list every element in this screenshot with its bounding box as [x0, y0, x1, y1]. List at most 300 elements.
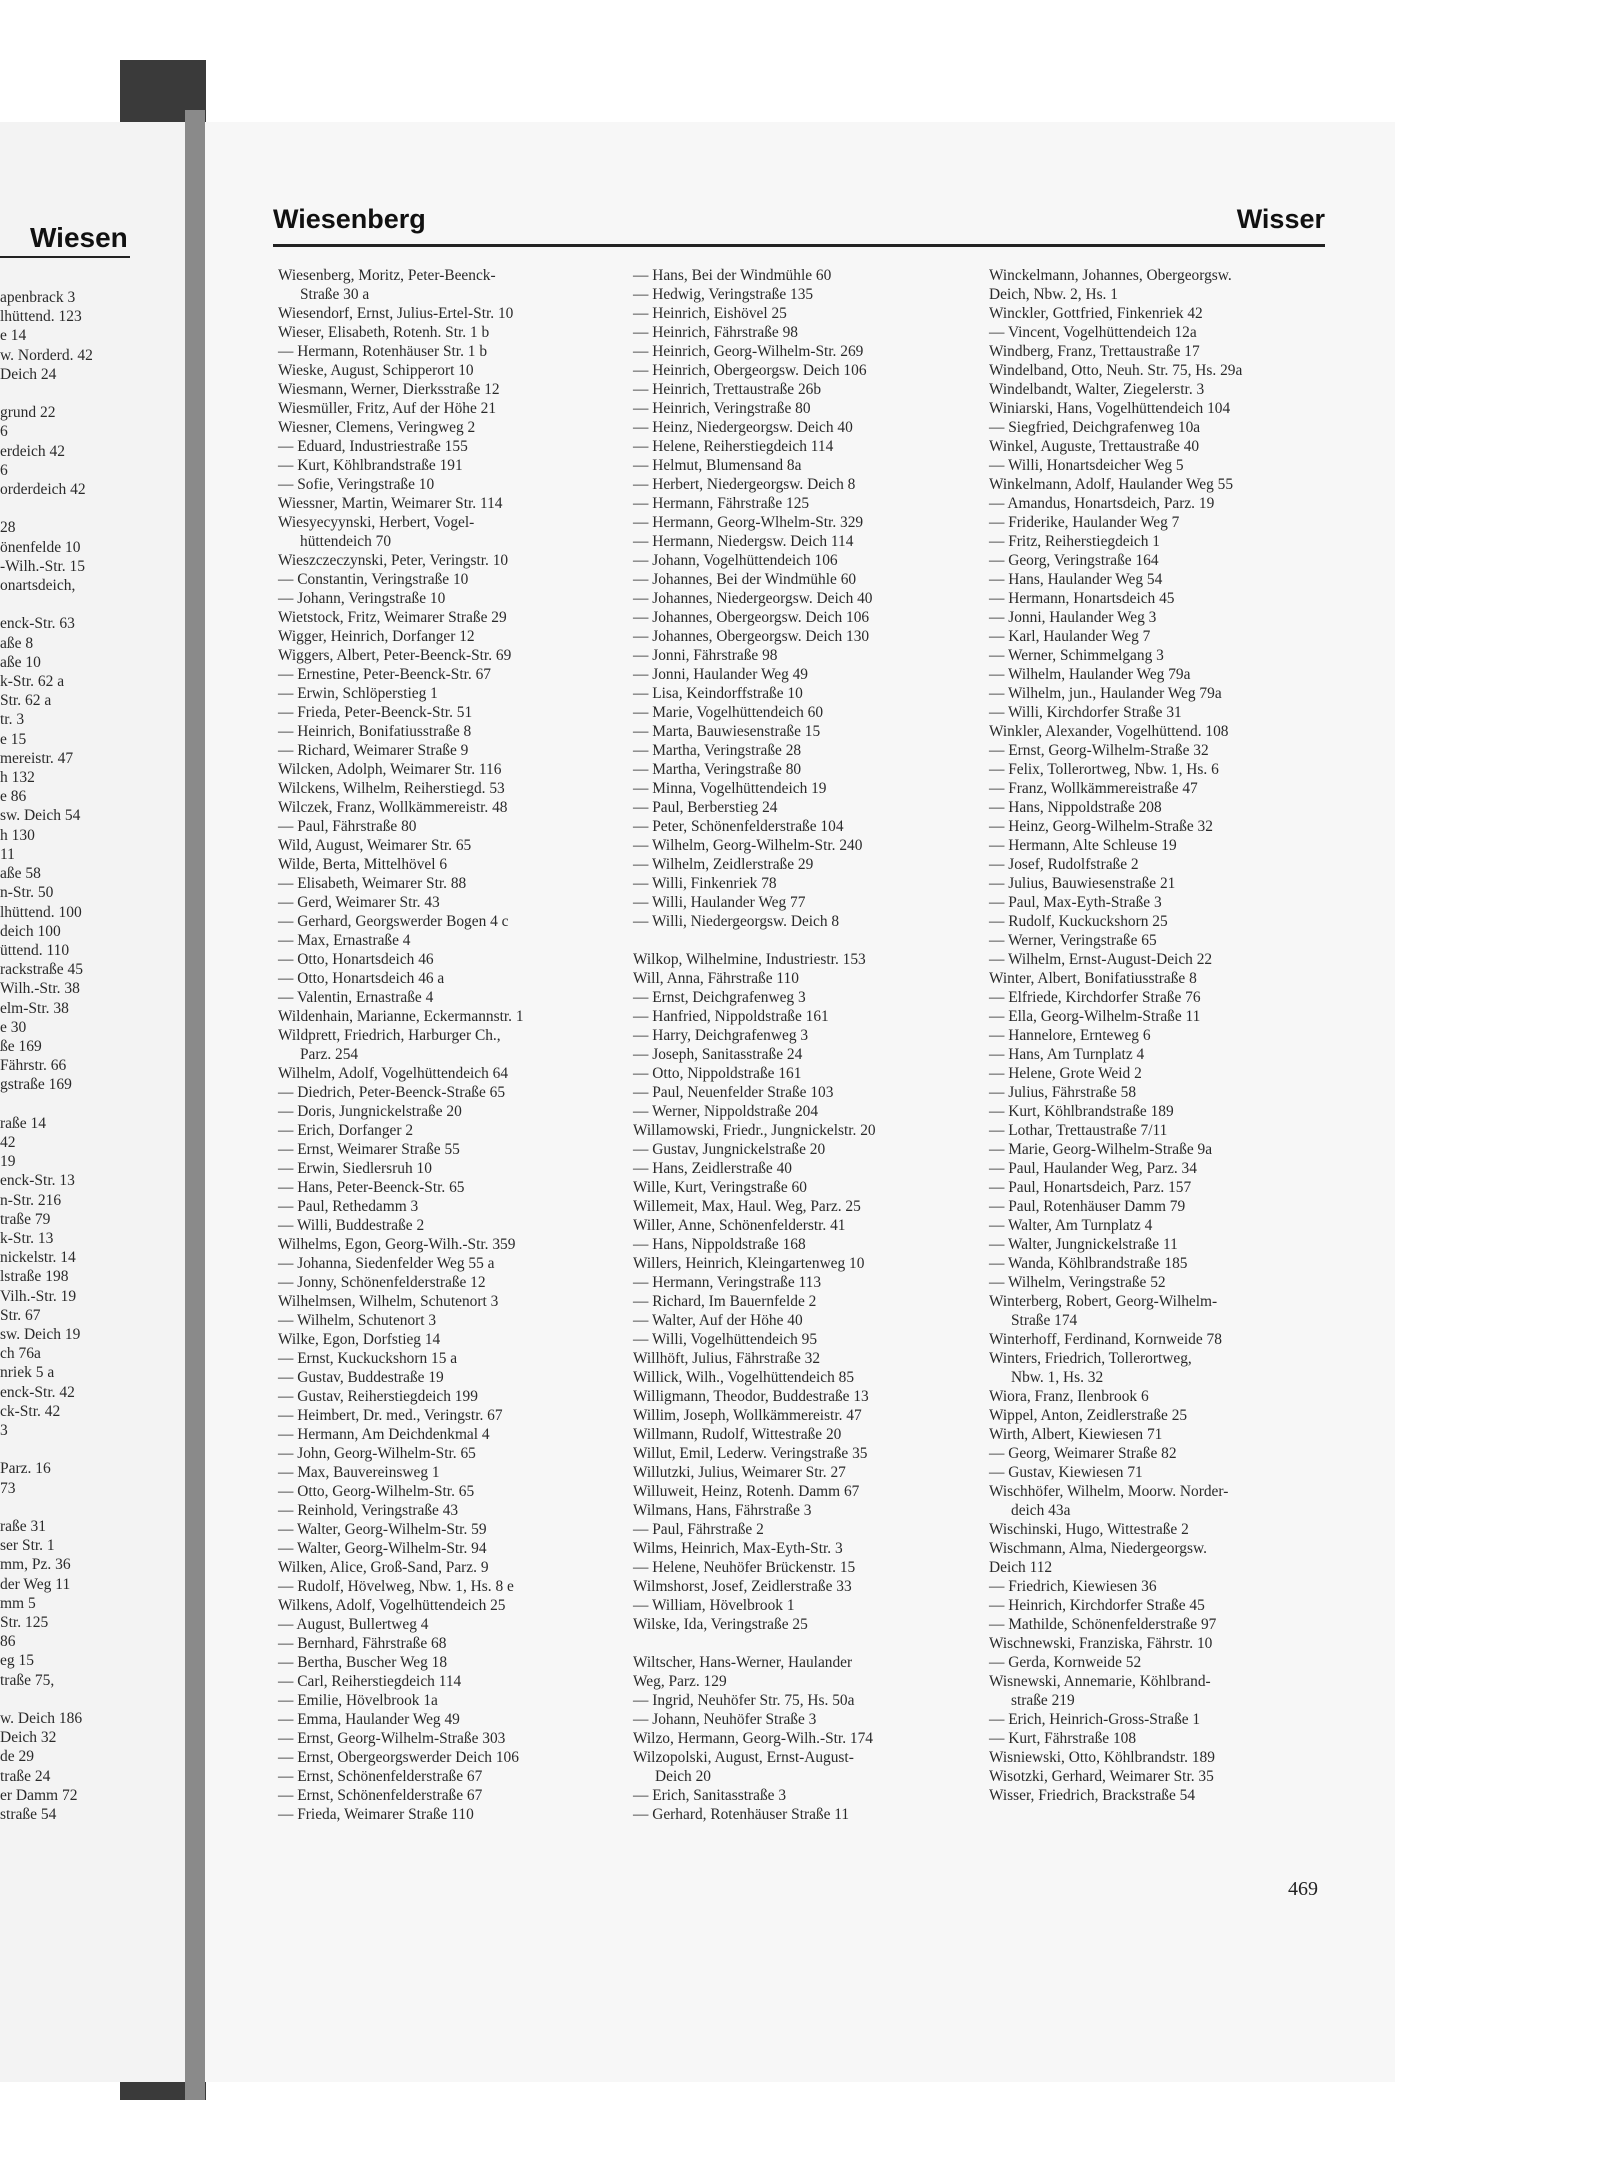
directory-entry: — Erich, Dorfanger 2 [278, 1122, 414, 1139]
page-gutter [185, 110, 205, 2100]
directory-entry: Wilde, Berta, Mittelhövel 6 [278, 856, 448, 873]
left-page-line: Wilh.-Str. 38 [0, 980, 80, 998]
directory-entry: Wilhelm, Adolf, Vogelhüttendeich 64 [278, 1065, 509, 1082]
directory-entry: — Johannes, Obergeorgsw. Deich 130 [633, 628, 870, 645]
directory-entry: — Ernst, Schönenfelderstraße 67 [278, 1768, 483, 1785]
directory-entry: Wisser, Friedrich, Brackstraße 54 [989, 1787, 1196, 1804]
directory-entry: — Paul, Fährstraße 80 [278, 818, 417, 835]
left-page-line: Parz. 16 [0, 1460, 51, 1478]
directory-entry: Wilmans, Hans, Fährstraße 3 [633, 1502, 812, 1519]
directory-entry: Straße 174 [1011, 1312, 1078, 1329]
directory-entry: — Karl, Haulander Weg 7 [989, 628, 1151, 645]
directory-entry: — Ernestine, Peter-Beenck-Str. 67 [278, 666, 491, 683]
directory-entry: — Diedrich, Peter-Beenck-Straße 65 [278, 1084, 506, 1101]
left-page-line: önenfelde 10 [0, 538, 81, 556]
directory-entry: — Gustav, Reiherstiegdeich 199 [278, 1388, 478, 1405]
directory-entry: Winkler, Alexander, Vogelhüttend. 108 [989, 723, 1229, 740]
directory-entry: — Ernst, Georg-Wilhelm-Straße 32 [989, 742, 1209, 759]
directory-entry: — Heinrich, Eishövel 25 [633, 305, 787, 322]
left-page-line: 28 [0, 519, 16, 537]
directory-entry: Winkelmann, Adolf, Haulander Weg 55 [989, 476, 1234, 493]
directory-entry: — Johannes, Bei der Windmühle 60 [633, 571, 857, 588]
directory-entry: — Emilie, Hövelbrook 1a [278, 1692, 438, 1709]
left-page-line: e 86 [0, 788, 27, 806]
directory-entry: Willutzki, Julius, Weimarer Str. 27 [633, 1464, 846, 1481]
left-page-line: traße 79 [0, 1210, 51, 1228]
left-page-line: orderdeich 42 [0, 481, 86, 499]
left-page-line: ch 76a [0, 1345, 41, 1363]
left-page-line: e 15 [0, 730, 27, 748]
directory-entry: Wiggers, Albert, Peter-Beenck-Str. 69 [278, 647, 512, 664]
directory-entry: — Hermann, Honartsdeich 45 [989, 590, 1175, 607]
directory-entry: — Joseph, Sanitasstraße 24 [633, 1046, 803, 1063]
directory-entry: Wild, August, Weimarer Str. 65 [278, 837, 472, 854]
directory-entry: — Kurt, Köhlbrandstraße 191 [278, 457, 463, 474]
directory-entry: Windelband, Otto, Neuh. Str. 75, Hs. 29a [989, 362, 1243, 379]
directory-entry: — Willi, Buddestraße 2 [278, 1217, 425, 1234]
left-page-line [0, 1690, 180, 1709]
directory-entry: Wiesyecyynski, Herbert, Vogel- [278, 514, 475, 531]
directory-entry: Wilcken, Adolph, Weimarer Str. 116 [278, 761, 502, 778]
directory-entry: Will, Anna, Fährstraße 110 [633, 970, 799, 987]
column-1 [278, 266, 618, 1824]
directory-entry: Wisniewski, Otto, Köhlbrandstr. 189 [989, 1749, 1215, 1766]
left-page-line: 6 [0, 461, 8, 479]
directory-entry: Wilms, Heinrich, Max-Eyth-Str. 3 [633, 1540, 843, 1557]
directory-entry: Deich, Nbw. 2, Hs. 1 [989, 286, 1118, 303]
directory-entry: — Hans, Bei der Windmühle 60 [633, 267, 832, 284]
directory-entry: Wilke, Egon, Dorfstieg 14 [278, 1331, 441, 1348]
directory-entry: straße 219 [1011, 1692, 1075, 1709]
directory-entry: — Heinrich, Fährstraße 98 [633, 324, 798, 341]
directory-entry: Winiarski, Hans, Vogelhüttendeich 104 [989, 400, 1231, 417]
left-page-line: w. Deich 186 [0, 1710, 83, 1728]
directory-entry: — Werner, Veringstraße 65 [989, 932, 1157, 949]
directory-entry: — Hannelore, Ernteweg 6 [989, 1027, 1151, 1044]
left-page-line: traße 24 [0, 1767, 51, 1785]
directory-entry: — Jonni, Haulander Weg 3 [989, 609, 1157, 626]
directory-entry: Windberg, Franz, Trettaustraße 17 [989, 343, 1200, 360]
left-page-line: mereistr. 47 [0, 749, 74, 767]
directory-entry: — John, Georg-Wilhelm-Str. 65 [278, 1445, 476, 1462]
directory-entry: — Frieda, Weimarer Straße 110 [278, 1806, 474, 1823]
directory-entry: — Hans, Zeidlerstraße 40 [633, 1160, 792, 1177]
directory-entry: Wieszczeczynski, Peter, Veringstr. 10 [278, 552, 509, 569]
directory-entry: Wilkens, Adolf, Vogelhüttendeich 25 [278, 1597, 506, 1614]
left-page-line: 11 [0, 845, 15, 863]
directory-entry: — Hermann, Alte Schleuse 19 [989, 837, 1177, 854]
page-header [273, 204, 1325, 238]
directory-entry: — Willi, Honartsdeicher Weg 5 [989, 457, 1184, 474]
directory-entry: — Hans, Nippoldstraße 168 [633, 1236, 806, 1253]
left-page-line: elm-Str. 38 [0, 999, 69, 1017]
directory-entry: — Minna, Vogelhüttendeich 19 [633, 780, 827, 797]
directory-entry: Wilczek, Franz, Wollkämmereistr. 48 [278, 799, 508, 816]
directory-entry: — Doris, Jungnickelstraße 20 [278, 1103, 462, 1120]
directory-entry: — Friderike, Haulander Weg 7 [989, 514, 1180, 531]
left-page-line: deich 100 [0, 922, 61, 940]
directory-entry: — Wilhelm, Schutenort 3 [278, 1312, 437, 1329]
left-page-line: traße 75, [0, 1671, 55, 1689]
directory-entry: — Richard, Im Bauernfelde 2 [633, 1293, 817, 1310]
directory-entry: — Hans, Am Turnplatz 4 [989, 1046, 1145, 1063]
directory-entry: Wilkop, Wilhelmine, Industriestr. 153 [633, 951, 866, 968]
directory-entry: Wietstock, Fritz, Weimarer Straße 29 [278, 609, 507, 626]
left-page-line: der Weg 11 [0, 1575, 71, 1593]
directory-entry: Wiesendorf, Ernst, Julius-Ertel-Str. 10 [278, 305, 514, 322]
directory-entry: — Friedrich, Kiewiesen 36 [989, 1578, 1157, 1595]
directory-entry: — Gerd, Weimarer Str. 43 [278, 894, 440, 911]
directory-entry [633, 1634, 973, 1653]
directory-entry: — Erwin, Siedlersruh 10 [278, 1160, 432, 1177]
left-page-line: w. Norderd. 42 [0, 346, 93, 364]
left-page-line: aße 58 [0, 865, 41, 883]
left-page-line: enck-Str. 13 [0, 1172, 75, 1190]
directory-entry: — Constantin, Veringstraße 10 [278, 571, 469, 588]
directory-entry: — Elisabeth, Weimarer Str. 88 [278, 875, 467, 892]
left-page-line: straße 54 [0, 1806, 57, 1824]
directory-entry: Wippel, Anton, Zeidlerstraße 25 [989, 1407, 1188, 1424]
directory-entry: — Valentin, Ernastraße 4 [278, 989, 434, 1006]
directory-entry: — Ella, Georg-Wilhelm-Straße 11 [989, 1008, 1201, 1025]
left-page-line: h 132 [0, 769, 35, 787]
directory-entry: — Vincent, Vogelhüttendeich 12a [989, 324, 1197, 341]
directory-entry: Straße 30 a [300, 286, 370, 303]
directory-entry: Wiesmann, Werner, Dierksstraße 12 [278, 381, 500, 398]
left-page-header: Wiesen [30, 222, 128, 253]
left-page-line: e 30 [0, 1018, 27, 1036]
directory-entry: Wilhelmsen, Wilhelm, Schutenort 3 [278, 1293, 499, 1310]
directory-entry: — Johannes, Niedergeorgsw. Deich 40 [633, 590, 873, 607]
directory-entry: Wilzo, Hermann, Georg-Wilh.-Str. 174 [633, 1730, 873, 1747]
directory-entry: — Paul, Rotenhäuser Damm 79 [989, 1198, 1186, 1215]
directory-entry: Wieske, August, Schipperort 10 [278, 362, 474, 379]
directory-entry: Winckler, Gottfried, Finkenriek 42 [989, 305, 1203, 322]
directory-entry: — Ingrid, Neuhöfer Str. 75, Hs. 50a [633, 1692, 855, 1709]
directory-entry: — Heinz, Niedergeorgsw. Deich 40 [633, 419, 853, 436]
left-page-line: rackstraße 45 [0, 961, 84, 979]
running-head-left: Wiesenberg [273, 204, 426, 234]
directory-entry: Wiesmüller, Fritz, Auf der Höhe 21 [278, 400, 497, 417]
directory-entry: — Ernst, Georg-Wilhelm-Straße 303 [278, 1730, 506, 1747]
left-page-line: raße 31 [0, 1518, 47, 1535]
directory-entry: — Otto, Nippoldstraße 161 [633, 1065, 802, 1082]
left-page-line: ck-Str. 42 [0, 1402, 61, 1420]
directory-entry: — Herbert, Niedergeorgsw. Deich 8 [633, 476, 856, 493]
left-page-line: eg 15 [0, 1652, 35, 1670]
directory-entry: — Heinrich, Obergeorgsw. Deich 106 [633, 362, 867, 379]
left-page-line: lhüttend. 123 [0, 308, 82, 326]
directory-entry: — Wanda, Köhlbrandstraße 185 [989, 1255, 1188, 1272]
directory-entry: — Ernst, Deichgrafenweg 3 [633, 989, 806, 1006]
left-page-text [0, 288, 180, 1824]
directory-entry: — Siegfried, Deichgrafenweg 10a [989, 419, 1201, 436]
directory-entry: — Walter, Georg-Wilhelm-Str. 94 [278, 1540, 487, 1557]
directory-entry: — Hermann, Rotenhäuser Str. 1 b [278, 343, 488, 360]
directory-entry: Willmann, Rudolf, Wittestraße 20 [633, 1426, 842, 1443]
directory-entry: — Gustav, Buddestraße 19 [278, 1369, 444, 1386]
directory-entry: — Gerhard, Georgswerder Bogen 4 c [278, 913, 509, 930]
directory-entry: — Rudolf, Kuckuckshorn 25 [989, 913, 1168, 930]
directory-entry: — Otto, Honartsdeich 46 [278, 951, 434, 968]
directory-entry: — August, Bullertweg 4 [278, 1616, 429, 1633]
directory-entry: Deich 112 [989, 1559, 1053, 1576]
directory-entry: — Heinz, Georg-Wilhelm-Straße 32 [989, 818, 1213, 835]
left-page-line: Str. 62 a [0, 692, 52, 710]
directory-entry: — Willi, Vogelhüttendeich 95 [633, 1331, 818, 1348]
directory-entry: — Richard, Weimarer Straße 9 [278, 742, 469, 759]
directory-entry: Willigmann, Theodor, Buddestraße 13 [633, 1388, 869, 1405]
directory-entry: deich 43a [1011, 1502, 1071, 1519]
directory-entry: — Willi, Finkenriek 78 [633, 875, 777, 892]
left-page-line: enck-Str. 63 [0, 615, 75, 633]
directory-entry: — Mathilde, Schönenfelderstraße 97 [989, 1616, 1217, 1633]
directory-entry: — Ernst, Kuckuckshorn 15 a [278, 1350, 458, 1367]
directory-entry: Wilske, Ida, Veringstraße 25 [633, 1616, 808, 1633]
directory-entry: — Bernhard, Fährstraße 68 [278, 1635, 447, 1652]
directory-entry: Wille, Kurt, Veringstraße 60 [633, 1179, 807, 1196]
directory-entry: — Emma, Haulander Weg 49 [278, 1711, 460, 1728]
directory-entry: — Amandus, Honartsdeich, Parz. 19 [989, 495, 1215, 512]
left-page-line: mm 5 [0, 1594, 36, 1612]
directory-entry: — Otto, Honartsdeich 46 a [278, 970, 445, 987]
directory-entry: — Gustav, Kiewiesen 71 [989, 1464, 1143, 1481]
directory-page [205, 122, 1395, 2082]
directory-entry: Wilhelms, Egon, Georg-Wilh.-Str. 359 [278, 1236, 516, 1253]
directory-entry: — Sofie, Veringstraße 10 [278, 476, 435, 493]
directory-entry: — Erich, Sanitasstraße 3 [633, 1787, 787, 1804]
left-page-line: h 130 [0, 826, 35, 844]
directory-entry: — Kurt, Fährstraße 108 [989, 1730, 1137, 1747]
left-page-line: raße 14 [0, 1114, 47, 1132]
directory-entry: — Walter, Jungnickelstraße 11 [989, 1236, 1178, 1253]
directory-entry: — Hedwig, Veringstraße 135 [633, 286, 814, 303]
left-page-line: Deich 24 [0, 365, 57, 383]
left-page-line: lhüttend. 100 [0, 903, 82, 921]
directory-entry: — Paul, Max-Eyth-Straße 3 [989, 894, 1162, 911]
directory-entry: Winterberg, Robert, Georg-Wilhelm- [989, 1293, 1218, 1310]
directory-entry: Nbw. 1, Hs. 32 [1011, 1369, 1104, 1386]
directory-entry: — Martha, Veringstraße 28 [633, 742, 802, 759]
directory-entry: — Paul, Haulander Weg, Parz. 34 [989, 1160, 1197, 1177]
left-page-line: Fährstr. 66 [0, 1057, 67, 1075]
directory-entry: — Wilhelm, Ernst-August-Deich 22 [989, 951, 1213, 968]
left-page-line: 6 [0, 423, 8, 441]
left-page-line: nickelstr. 14 [0, 1249, 76, 1267]
directory-entry: — Wilhelm, jun., Haulander Weg 79a [989, 685, 1222, 702]
directory-entry: — Eduard, Industriestraße 155 [278, 438, 468, 455]
directory-entry: — Hans, Nippoldstraße 208 [989, 799, 1162, 816]
directory-entry: Wigger, Heinrich, Dorfanger 12 [278, 628, 475, 645]
directory-entry: — Helene, Reiherstiegdeich 114 [633, 438, 834, 455]
directory-entry: — Willi, Kirchdorfer Straße 31 [989, 704, 1182, 721]
left-page-line: lstraße 198 [0, 1268, 69, 1286]
directory-entry: — Heinrich, Bonifatiusstraße 8 [278, 723, 472, 740]
left-page-line: Deich 32 [0, 1729, 57, 1747]
directory-entry: — Frieda, Peter-Beenck-Str. 51 [278, 704, 473, 721]
directory-entry: Willim, Joseph, Wollkämmereistr. 47 [633, 1407, 862, 1424]
directory-entry: — Werner, Nippoldstraße 204 [633, 1103, 819, 1120]
directory-entry: — Ernst, Weimarer Straße 55 [278, 1141, 460, 1158]
directory-entry: Wiesner, Clemens, Veringweg 2 [278, 419, 476, 436]
directory-entry: Wildprett, Friedrich, Harburger Ch., [278, 1027, 501, 1044]
left-page-line: -Wilh.-Str. 15 [0, 557, 86, 575]
directory-entry: Parz. 254 [300, 1046, 359, 1063]
directory-entry: — Wilhelm, Haulander Weg 79a [989, 666, 1191, 683]
directory-entry: — Ernst, Obergeorgswerder Deich 106 [278, 1749, 519, 1766]
directory-entry: — Jonni, Fährstraße 98 [633, 647, 778, 664]
directory-entry: Deich 20 [655, 1768, 711, 1785]
directory-entry: Wirth, Albert, Kiewiesen 71 [989, 1426, 1163, 1443]
directory-entry: — Marta, Bauwiesenstraße 15 [633, 723, 821, 740]
left-page-line [0, 384, 180, 403]
directory-entry: — Felix, Tollerortweg, Nbw. 1, Hs. 6 [989, 761, 1219, 778]
left-page-line: aße 10 [0, 653, 41, 671]
directory-entry: Weg, Parz. 129 [633, 1673, 727, 1690]
directory-entry: Wisotzki, Gerhard, Weimarer Str. 35 [989, 1768, 1214, 1785]
left-page-line: er Damm 72 [0, 1786, 78, 1804]
left-page-line [0, 1440, 180, 1459]
directory-entry: Winterhoff, Ferdinand, Kornweide 78 [989, 1331, 1222, 1348]
directory-entry: Willers, Heinrich, Kleingartenweg 10 [633, 1255, 865, 1272]
directory-entry: — Harry, Deichgrafenweg 3 [633, 1027, 809, 1044]
directory-entry: Wischmann, Alma, Niedergeorgsw. [989, 1540, 1207, 1557]
directory-entry: Windelbandt, Walter, Ziegelerstr. 3 [989, 381, 1205, 398]
left-page-line: e 14 [0, 327, 27, 345]
directory-entry: — Max, Bauvereinsweg 1 [278, 1464, 440, 1481]
directory-entry: — Julius, Bauwiesenstraße 21 [989, 875, 1176, 892]
directory-entry: — Max, Ernastraße 4 [278, 932, 411, 949]
directory-entry: — Bertha, Buscher Weg 18 [278, 1654, 448, 1671]
directory-entry: — Johanna, Siedenfelder Weg 55 a [278, 1255, 495, 1272]
directory-entry: — Willi, Niedergeorgsw. Deich 8 [633, 913, 840, 930]
directory-entry: — Gerda, Kornweide 52 [989, 1654, 1142, 1671]
directory-entry: — Heinrich, Trettaustraße 26b [633, 381, 822, 398]
directory-entry: — Hermann, Niedergsw. Deich 114 [633, 533, 854, 550]
directory-entry: Wiessner, Martin, Weimarer Str. 114 [278, 495, 503, 512]
directory-entry: — Johann, Vogelhüttendeich 106 [633, 552, 838, 569]
directory-entry: — Hans, Peter-Beenck-Str. 65 [278, 1179, 465, 1196]
left-page-line: 42 [0, 1133, 16, 1151]
directory-entry: — Paul, Fährstraße 2 [633, 1521, 764, 1538]
directory-entry: — Gerhard, Rotenhäuser Straße 11 [633, 1806, 850, 1823]
directory-entry: Willut, Emil, Lederw. Veringstraße 35 [633, 1445, 868, 1462]
left-page-line: gstraße 169 [0, 1076, 72, 1094]
left-page-line: üttend. 110 [0, 941, 70, 959]
directory-entry: Willemeit, Max, Haul. Weg, Parz. 25 [633, 1198, 861, 1215]
directory-entry: — Hermann, Veringstraße 113 [633, 1274, 822, 1291]
directory-entry: Wilken, Alice, Groß-Sand, Parz. 9 [278, 1559, 489, 1576]
directory-entry: — Martha, Veringstraße 80 [633, 761, 802, 778]
directory-entry: — Walter, Am Turnplatz 4 [989, 1217, 1153, 1234]
left-header-rule [0, 256, 130, 258]
left-page-line: 19 [0, 1153, 16, 1171]
directory-entry: — Lisa, Keindorffstraße 10 [633, 685, 803, 702]
directory-entry: — Georg, Veringstraße 164 [989, 552, 1159, 569]
left-page-line: Str. 125 [0, 1614, 49, 1632]
directory-entry: Willuweit, Heinz, Rotenh. Damm 67 [633, 1483, 860, 1500]
directory-entry: — Helene, Neuhöfer Brückenstr. 15 [633, 1559, 856, 1576]
directory-entry: — Willi, Haulander Weg 77 [633, 894, 806, 911]
directory-entry: — Gustav, Jungnickelstraße 20 [633, 1141, 826, 1158]
left-page-line: grund 22 [0, 404, 56, 422]
directory-entry: Wischhöfer, Wilhelm, Moorw. Norder- [989, 1483, 1229, 1500]
left-page-line: tr. 3 [0, 711, 25, 729]
left-page-line [0, 1498, 180, 1517]
directory-entry: Winter, Albert, Bonifatiusstraße 8 [989, 970, 1197, 987]
directory-entry: — Josef, Rudolfstraße 2 [989, 856, 1139, 873]
directory-entry: — Heinrich, Veringstraße 80 [633, 400, 811, 417]
directory-entry: — Hans, Haulander Weg 54 [989, 571, 1163, 588]
directory-entry: — Walter, Auf der Höhe 40 [633, 1312, 803, 1329]
left-page-line: nriek 5 a [0, 1364, 55, 1382]
left-page-line: 73 [0, 1479, 16, 1497]
directory-entry: — Fritz, Reiherstiegdeich 1 [989, 533, 1160, 550]
left-page-line: de 29 [0, 1748, 35, 1766]
directory-entry: Willhöft, Julius, Fährstraße 32 [633, 1350, 821, 1367]
left-page-line: k-Str. 13 [0, 1229, 54, 1247]
running-head-right: Wisser [1236, 204, 1325, 234]
directory-entry: — Elfriede, Kirchdorfer Straße 76 [989, 989, 1201, 1006]
left-page-line: Vilh.-Str. 19 [0, 1287, 77, 1305]
directory-entry: — Franz, Wollkämmereistraße 47 [989, 780, 1198, 797]
directory-entry: — Heinrich, Georg-Wilhelm-Str. 269 [633, 343, 864, 360]
directory-entry: — Hermann, Fährstraße 125 [633, 495, 810, 512]
directory-entry: — Werner, Schimmelgang 3 [989, 647, 1164, 664]
left-page-line: ser Str. 1 [0, 1537, 55, 1555]
left-page-line: 3 [0, 1421, 8, 1439]
left-page-line: apenbrack 3 [0, 289, 76, 306]
directory-entry: — Helmut, Blumensand 8a [633, 457, 802, 474]
left-page-line [0, 499, 180, 518]
page-number: 469 [1288, 1878, 1318, 1900]
directory-entry: — Marie, Vogelhüttendeich 60 [633, 704, 824, 721]
header-rule [273, 244, 1325, 247]
left-page-line: mm, Pz. 36 [0, 1556, 71, 1574]
left-page-line: Str. 67 [0, 1306, 41, 1324]
left-page-line: sw. Deich 19 [0, 1325, 81, 1343]
directory-entry: — Carl, Reiherstiegdeich 114 [278, 1673, 462, 1690]
directory-entry: — Erich, Heinrich-Gross-Straße 1 [989, 1711, 1201, 1728]
directory-entry: Wischnewski, Franziska, Fährstr. 10 [989, 1635, 1213, 1652]
directory-entry: Wilmshorst, Josef, Zeidlerstraße 33 [633, 1578, 852, 1595]
directory-entry: — Johannes, Obergeorgsw. Deich 106 [633, 609, 870, 626]
directory-entry: — Wilhelm, Veringstraße 52 [989, 1274, 1166, 1291]
left-page-line [0, 1095, 180, 1114]
directory-entry: Winters, Friedrich, Tollerortweg, [989, 1350, 1192, 1367]
directory-entry: — Kurt, Köhlbrandstraße 189 [989, 1103, 1174, 1120]
directory-entry: Willamowski, Friedr., Jungnickelstr. 20 [633, 1122, 876, 1139]
directory-entry: — Hermann, Georg-Wlhelm-Str. 329 [633, 514, 864, 531]
directory-entry: hüttendeich 70 [300, 533, 392, 550]
left-page-line: aße 8 [0, 634, 34, 652]
directory-entry: — Heinrich, Kirchdorfer Straße 45 [989, 1597, 1205, 1614]
left-page-fragment [0, 122, 185, 2082]
left-page-line: enck-Str. 42 [0, 1383, 75, 1401]
directory-entry: — Paul, Berberstieg 24 [633, 799, 778, 816]
directory-entry: — Johann, Neuhöfer Straße 3 [633, 1711, 817, 1728]
column-3 [989, 266, 1329, 1805]
directory-entry: — Heimbert, Dr. med., Veringstr. 67 [278, 1407, 503, 1424]
left-page-line: n-Str. 50 [0, 884, 54, 902]
directory-entry: Wiesenberg, Moritz, Peter-Beenck- [278, 267, 496, 284]
directory-entry: — Hermann, Am Deichdenkmal 4 [278, 1426, 490, 1443]
directory-entry: — Reinhold, Veringstraße 43 [278, 1502, 459, 1519]
directory-entry: — Jonny, Schönenfelderstraße 12 [278, 1274, 486, 1291]
directory-entry: Winckelmann, Johannes, Obergeorgsw. [989, 267, 1232, 284]
directory-entry: — Paul, Honartsdeich, Parz. 157 [989, 1179, 1192, 1196]
directory-entry: — Georg, Weimarer Straße 82 [989, 1445, 1177, 1462]
